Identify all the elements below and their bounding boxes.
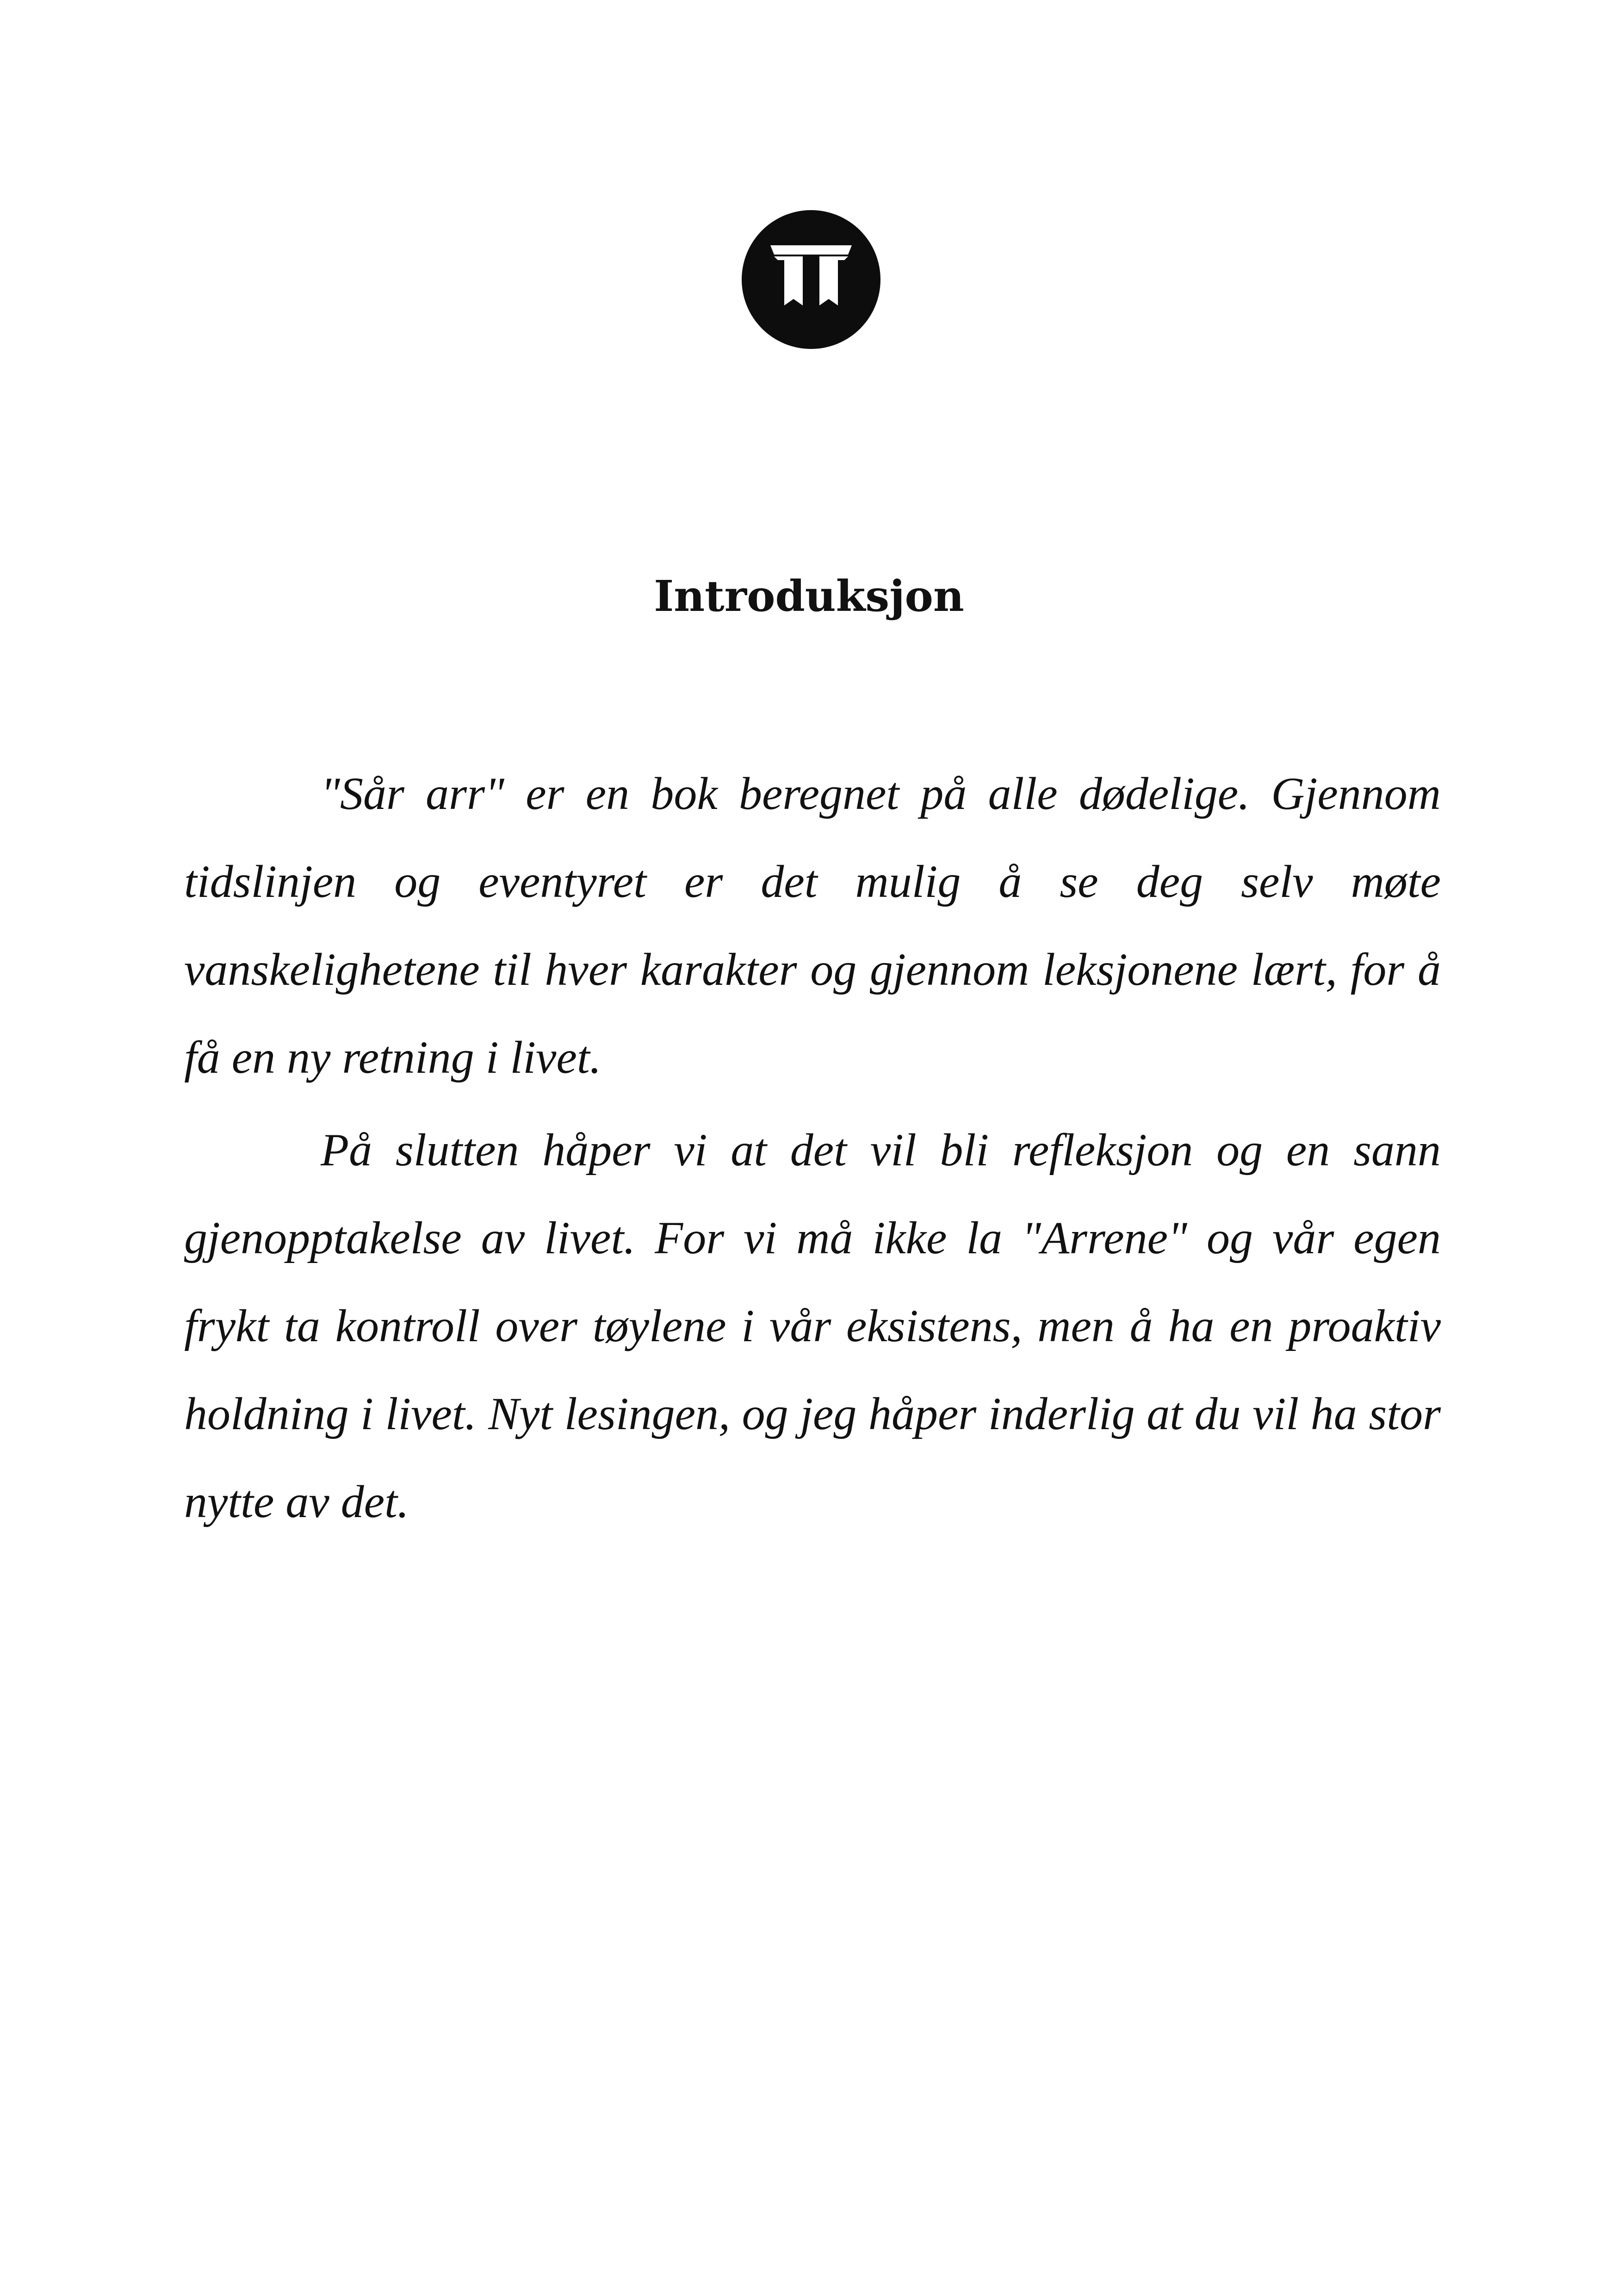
body-text bbox=[184, 750, 1441, 1546]
paragraph: "Sår arr" er en bok beregnet på alle dødelige. Gjennom tidslinjen og eventyret er det mulig å se deg selv møte vanskelighetene til hver karakter og gjennom leksjonene lært, for å få en ny retning i livet. bbox=[184, 768, 1441, 1083]
paragraph: På slutten håper vi at det vil bli refleksjon og en sann gjenopptakelse av livet. For vi må ikke la "Arrene" og vår egen frykt ta kontroll over tøylene i vår eksistens, men å ha en proaktiv holdning i livet. Nyt lesingen, og jeg håper inderlig at du vil ha stor nytte av det. bbox=[184, 1124, 1441, 1527]
publisher-logo-icon bbox=[742, 210, 880, 349]
publisher-logo bbox=[742, 210, 880, 349]
page-title: Introduksjon bbox=[654, 571, 964, 621]
